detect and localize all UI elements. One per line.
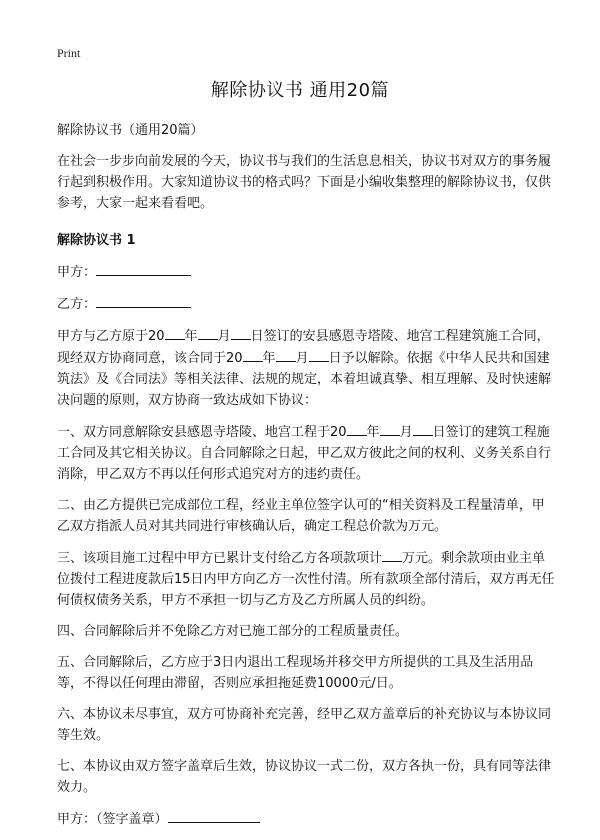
text-run: 月 [217, 329, 231, 344]
blank-field [276, 347, 296, 362]
clause-6: 六、本协议未尽事宜，双方可协商补充完善，经甲乙双方盖章后的补充协议与本协议同等生效。 [57, 707, 552, 743]
blank-field [347, 421, 367, 436]
blank-field [231, 325, 251, 340]
party-a-label: 甲方： [57, 265, 97, 280]
signature-line [57, 808, 555, 830]
party-b-blank [96, 293, 191, 308]
blank-field [165, 325, 185, 340]
party-b-line [57, 293, 555, 315]
clause-4: 四、合同解除后并不免除乙方对已施工部分的工程质量责任。 [57, 624, 409, 639]
text-run: 月 [295, 351, 309, 366]
document-body [57, 120, 555, 840]
text-run: 年 [366, 425, 380, 440]
clause-1 [57, 421, 555, 485]
text-run: 一、双方同意解除安县感恩寺塔陵、地宫工程于20 [57, 425, 347, 440]
party-a-blank [96, 261, 191, 276]
document-title: 解除协议书 通用20篇 [210, 80, 390, 101]
signature-blank [168, 808, 260, 823]
clause-7: 七、本协议由双方签字盖章后生效，协议协议一式二份，双方各执一份，具有同等法律效力。 [57, 759, 552, 795]
document-subtitle: 解除协议书（通用20篇） [57, 123, 204, 138]
section-heading: 解除协议书 1 [57, 233, 136, 248]
clause-3 [57, 547, 555, 611]
text-run: 甲方与乙方原于20 [57, 329, 165, 344]
intro-paragraph: 在社会一步步向前发展的今天，协议书与我们的生活息息相关，协议书对双方的事务履行起到积极作用。大家知道协议书的格式吗？下面是小编收集整理的解除协议书，仅供参考，大家一起来看看吧。 [57, 154, 552, 211]
text-run: 日签订的建筑工程施工合同及其它相关协议。自合同解除之日起，甲乙双方彼此之间的权利、义务关系自行消除，甲乙双方不再以任何形式追究对方的违约责任。 [57, 425, 552, 482]
blank-field [382, 547, 402, 562]
text-run: 日签订的安县感恩寺塔陵、地宫工程建筑施工合同，现经双方协商同意，该合同于20 [57, 329, 550, 366]
text-run: 三、该项目施工过程中甲方已累计支付给乙方各项款项计 [57, 551, 383, 566]
blank-field [243, 347, 263, 362]
blank-field [198, 325, 218, 340]
clause-2: 二、由乙方提供已完成部位工程，经业主单位签字认可的“相关资料及工程量清单，甲乙双方指派人员对其共同进行审核确认后，确定工程总价款为万元。 [57, 498, 545, 534]
text-run: 万元。剩余款项由业主单位拨付工程进度款后15日内甲方向乙方一次性付清。所有款项全部付清后，双方再无任何债权债务关系，甲方不承担一切与乙方及乙方所属人员的纠纷。 [57, 551, 555, 608]
text-run: 月 [399, 425, 413, 440]
blank-field [380, 421, 400, 436]
text-run: 日予以解除。依据《中华人民共和国建筑法》及《合同法》等相关法律、法规的规定，本着坦诚真挚、相互理解、及时快速解决问题的原则，双方协商一致达成如下协议： [57, 351, 552, 408]
blank-field [413, 421, 433, 436]
clause-5: 五、合同解除后，乙方应于3日内退出工程现场并移交甲方所提供的工具及生活用品等，不得以任何理由滞留，否则应承担拖延费10000元/日。 [57, 655, 534, 691]
print-link[interactable]: Print [57, 46, 81, 60]
blank-field [309, 347, 329, 362]
signature-label: 甲方：（签字盖章） [57, 812, 168, 827]
party-b-label: 乙方： [57, 297, 97, 312]
main-paragraph [57, 325, 555, 411]
party-a-line [57, 261, 555, 283]
text-run: 年 [262, 351, 276, 366]
text-run: 年 [184, 329, 198, 344]
